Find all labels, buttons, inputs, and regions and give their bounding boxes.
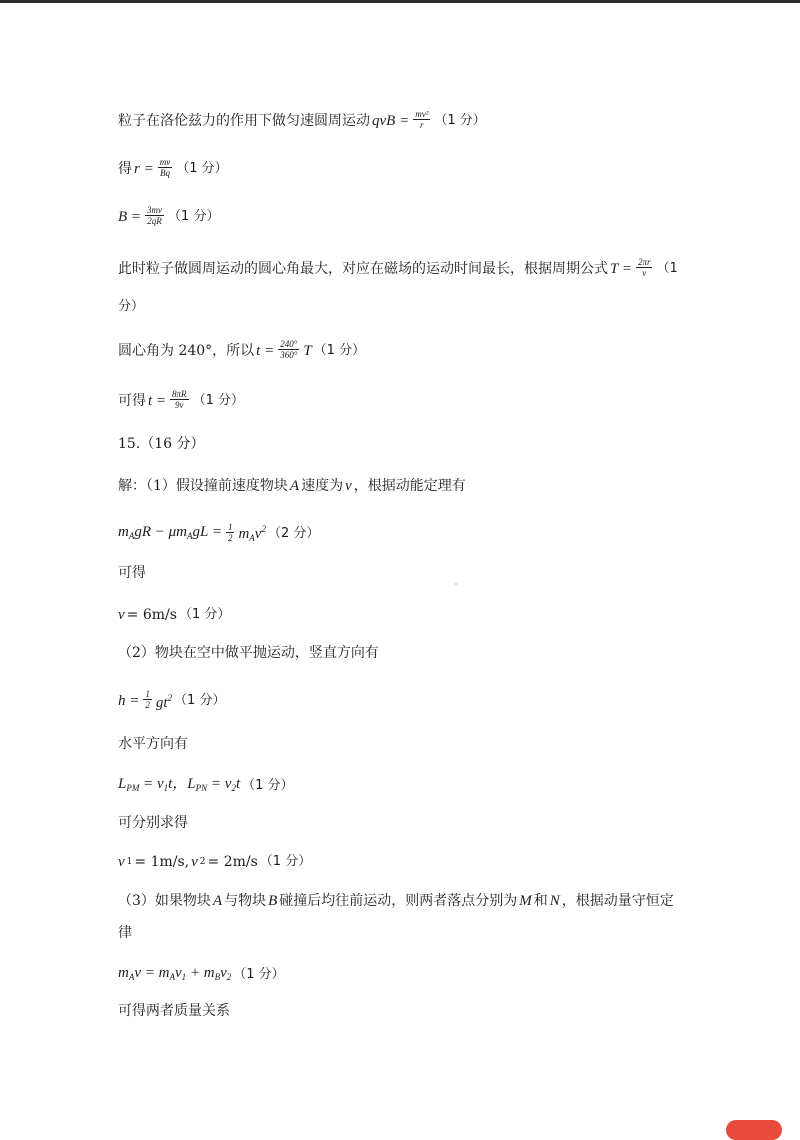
formula xyxy=(118,522,222,546)
scan-speck xyxy=(455,583,457,585)
numerator: mv xyxy=(159,157,171,167)
formula xyxy=(118,774,240,798)
score: （1 分） xyxy=(168,208,220,224)
score: （1 分） xyxy=(242,778,294,793)
fraction xyxy=(143,689,152,710)
text: 圆心角为 240°，所以 xyxy=(118,342,255,359)
line-15 xyxy=(118,734,188,754)
text: （3）如果物块 xyxy=(118,893,211,909)
line-17 xyxy=(118,813,188,833)
line-13 xyxy=(118,643,379,663)
text: 水平方向有 xyxy=(118,736,188,752)
f3: v xyxy=(174,965,182,981)
denominator: 2 xyxy=(145,700,150,710)
symbol: N xyxy=(549,893,560,909)
formula: T = xyxy=(610,260,632,277)
numerator: 1 xyxy=(227,522,233,532)
f4: + m xyxy=(186,965,215,981)
text: 解：（1）假设撞前速度物块 xyxy=(118,478,288,494)
symbol: A xyxy=(212,893,223,909)
f5: v xyxy=(254,526,262,542)
f2: gt xyxy=(155,695,168,711)
sub3: A xyxy=(249,533,255,543)
score: （1 分） xyxy=(178,607,231,622)
line-6 xyxy=(118,340,365,361)
score: （2 分） xyxy=(267,525,320,541)
f1: L xyxy=(118,776,127,792)
fraction xyxy=(170,389,189,410)
formula: t = xyxy=(256,342,275,359)
score: （1 分） xyxy=(313,342,366,358)
sup: 2 xyxy=(167,693,173,703)
f2: v = m xyxy=(134,965,170,981)
line-22 xyxy=(118,1001,230,1021)
fraction xyxy=(158,157,173,178)
sub5: 2 xyxy=(226,972,232,982)
formula: h = xyxy=(118,692,140,709)
f3: t， xyxy=(168,776,188,792)
score: （1 xyxy=(656,260,678,276)
score: （1 分） xyxy=(233,967,285,982)
denominator: Bq xyxy=(159,168,170,178)
formula: qvB = xyxy=(372,112,410,129)
f5: v xyxy=(220,965,227,981)
question-number: 15.（16 分） xyxy=(118,436,205,452)
denominator: v xyxy=(642,268,647,278)
top-border xyxy=(0,0,800,3)
formula: r = xyxy=(134,160,154,177)
line-2 xyxy=(118,158,228,179)
fraction xyxy=(145,205,164,226)
numerator: 240° xyxy=(280,339,298,349)
line-3 xyxy=(118,206,219,227)
line-4 xyxy=(118,258,678,279)
line-1 xyxy=(118,110,486,131)
text: 律 xyxy=(118,925,132,941)
sup: 2 xyxy=(261,524,266,534)
f3: gL = xyxy=(192,523,222,540)
sub2: A xyxy=(169,972,175,982)
numerator: mv² xyxy=(415,109,429,119)
f1: m xyxy=(118,523,129,540)
line-7 xyxy=(118,390,244,411)
formula: v xyxy=(118,607,125,623)
symbol: v xyxy=(345,478,352,494)
line-16 xyxy=(118,774,294,798)
line-19 xyxy=(118,891,674,911)
text: 速度为 xyxy=(301,478,344,494)
f6: t xyxy=(235,776,241,792)
symbol: M xyxy=(519,893,532,909)
sub2: 1 xyxy=(163,783,169,793)
fraction xyxy=(413,109,430,130)
text: 与物块 xyxy=(224,893,267,909)
sub2: 2 xyxy=(199,857,206,867)
corner-action-button[interactable] xyxy=(726,1120,782,1140)
text: 可分别求得 xyxy=(118,815,188,831)
text: （2）物块在空中做平抛运动，竖直方向有 xyxy=(118,645,379,661)
text: 分） xyxy=(118,299,145,314)
numerator: 3mv xyxy=(147,205,163,215)
text: 碰撞后均往前运动，则两者落点分别为 xyxy=(279,893,518,909)
score: （1 分） xyxy=(192,392,244,408)
line-21 xyxy=(118,963,285,987)
formula xyxy=(118,963,231,987)
text: ，根据动能定理有 xyxy=(353,478,466,494)
sub3: PN xyxy=(195,783,208,793)
sub1: A xyxy=(128,972,135,982)
text: 和 xyxy=(533,893,548,909)
sub1: 1 xyxy=(126,857,133,867)
fraction xyxy=(278,339,299,360)
sub4: B xyxy=(214,972,221,982)
denominator: 9v xyxy=(175,400,184,410)
symbol: B xyxy=(268,893,278,909)
text: 可得 xyxy=(118,565,146,581)
text: = 2m/s xyxy=(207,854,258,870)
score: （1 分） xyxy=(259,854,312,869)
symbol: v xyxy=(118,854,125,870)
sub1: A xyxy=(128,530,135,541)
denominator: r xyxy=(420,120,424,130)
line-8 xyxy=(118,434,205,454)
sub4: 2 xyxy=(231,783,236,793)
text: 可得 xyxy=(118,392,146,409)
f5: = v xyxy=(207,776,232,792)
sub3: 1 xyxy=(181,972,187,982)
score: （1 分） xyxy=(434,112,486,128)
line-11 xyxy=(118,563,146,583)
denominator: 2 xyxy=(227,533,233,543)
formula xyxy=(238,519,266,548)
text: = 6m/s xyxy=(126,607,177,623)
text: ，根据动量守恒定 xyxy=(561,893,674,909)
formula: t = xyxy=(148,392,167,409)
text: 粒子在洛伦兹力的作用下做匀速圆周运动 xyxy=(118,112,370,129)
numerator: 8πR xyxy=(172,389,187,399)
f1: m xyxy=(118,965,129,981)
line-14 xyxy=(118,688,225,713)
f4: m xyxy=(238,526,250,542)
symbol: v xyxy=(191,854,198,870)
text: = 1m/s, xyxy=(134,854,190,870)
f4: L xyxy=(187,776,196,792)
line-18 xyxy=(118,852,311,872)
numerator: 2πr xyxy=(637,257,651,267)
text: 此时粒子做圆周运动的圆心角最大，对应在磁场的运动时间最长，根据周期公式 xyxy=(118,260,608,277)
fraction xyxy=(226,522,235,543)
line-10 xyxy=(118,519,319,548)
line-9 xyxy=(118,476,466,496)
formula: T xyxy=(303,342,312,359)
formula: B = xyxy=(118,208,142,225)
line-12 xyxy=(118,605,230,625)
sub2: A xyxy=(187,530,193,541)
sub1: PM xyxy=(126,783,140,793)
score: （1 分） xyxy=(176,160,228,176)
fraction xyxy=(636,257,653,278)
f2: gR − μm xyxy=(134,523,187,540)
line-20 xyxy=(118,923,132,943)
text: 得 xyxy=(118,160,132,177)
denominator: 360° xyxy=(280,350,298,360)
denominator: 2qR xyxy=(147,216,162,226)
text: 可得两者质量关系 xyxy=(118,1003,230,1019)
f2: = v xyxy=(139,776,164,792)
numerator: 1 xyxy=(145,689,150,699)
symbol: A xyxy=(289,478,300,494)
formula xyxy=(156,688,172,713)
line-5 xyxy=(118,297,144,317)
score: （1 分） xyxy=(174,692,226,708)
